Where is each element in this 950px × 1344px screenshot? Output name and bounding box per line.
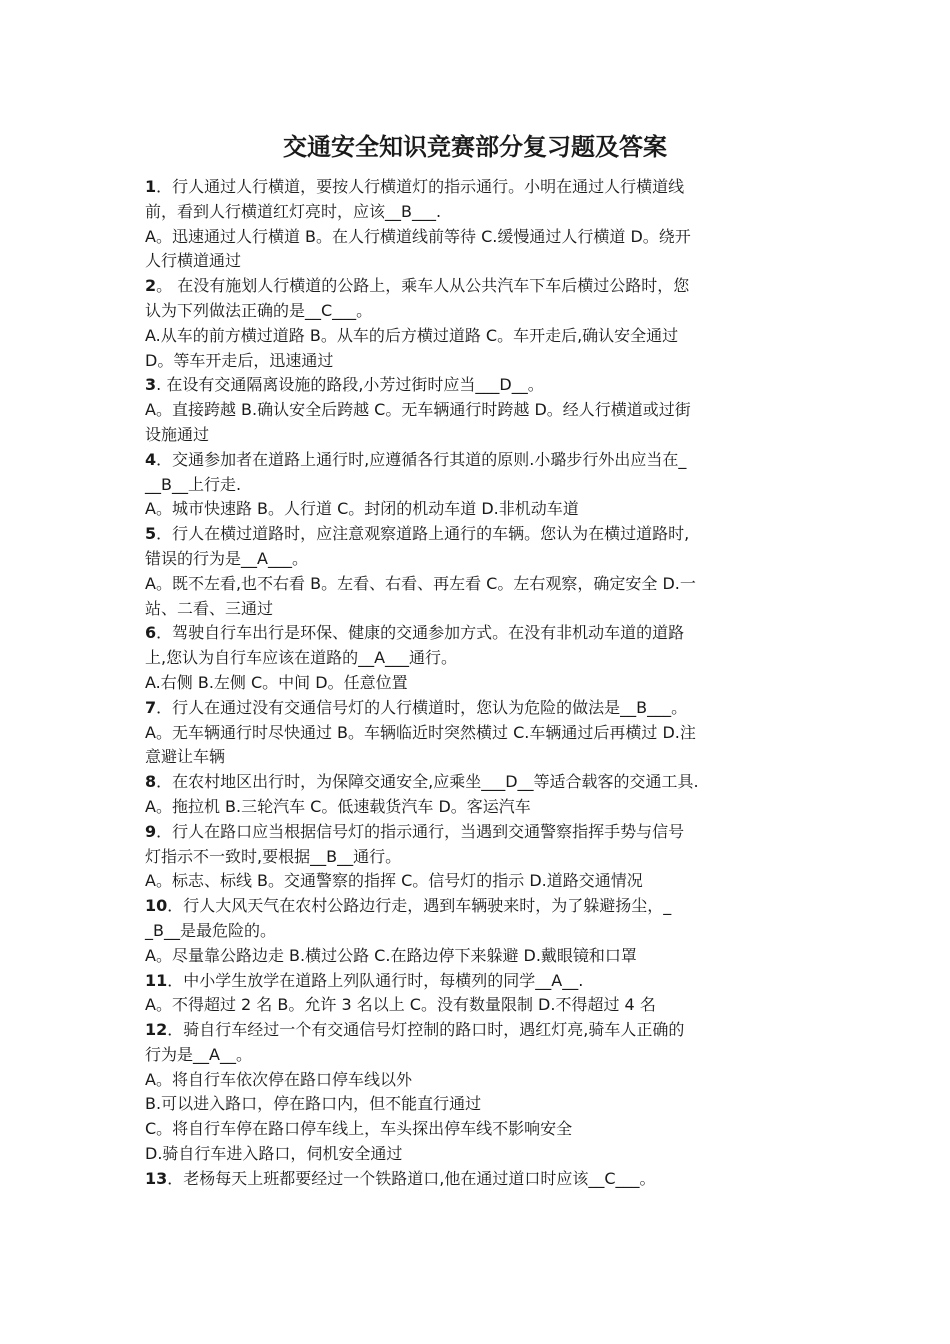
text-line <box>145 944 825 969</box>
text-line <box>145 696 825 721</box>
line-text: A.右侧 B.左侧 C。中间 D。任意位置 <box>145 672 408 692</box>
line-text: D。等车开走后，迅速通过 <box>145 350 334 370</box>
line-text: ．行人在通过没有交通信号灯的人行横道时，您认为危险的做法是__B___。 <box>156 697 688 717</box>
text-line <box>145 448 825 473</box>
text-line <box>145 795 825 820</box>
line-text: ．行人大风天气在农村公路边行走，遇到车辆驶来时，为了躲避扬尘，_ <box>167 896 672 916</box>
line-text: A。不得超过 2 名 B。允许 3 名以上 C。没有数量限制 D.不得超过 4 名 <box>145 995 656 1015</box>
line-text: ．驾驶自行车出行是环保、健康的交通参加方式。在没有非机动车道的道路 <box>156 623 685 643</box>
text-line <box>145 894 825 919</box>
text-line <box>145 572 825 597</box>
text-line <box>145 522 825 547</box>
text-line <box>145 547 825 572</box>
text-line <box>145 423 825 448</box>
text-line <box>145 1092 825 1117</box>
question-list <box>145 175 825 1192</box>
text-line <box>145 1018 825 1043</box>
text-line <box>145 621 825 646</box>
text-line <box>145 1142 825 1167</box>
line-text: 错误的行为是__A___。 <box>145 548 308 568</box>
question-number: 6 <box>145 623 157 643</box>
line-text: B.可以进入路口，停在路口内，但不能直行通过 <box>145 1094 482 1114</box>
text-line <box>145 473 825 498</box>
text-line <box>145 274 825 299</box>
text-line <box>145 845 825 870</box>
line-text: ．行人在路口应当根据信号灯的指示通行，当遇到交通警察指挥手势与信号 <box>156 821 685 841</box>
question-number: 8 <box>145 772 157 792</box>
line-text: 站、二看、三通过 <box>145 598 274 618</box>
text-line <box>145 646 825 671</box>
line-text: ．中小学生放学在道路上列队通行时，每横列的同学__A__. <box>167 970 584 990</box>
line-text: 行为是__A__。 <box>145 1044 252 1064</box>
text-line <box>145 993 825 1018</box>
text-line <box>145 671 825 696</box>
line-text: A。拖拉机 B.三轮汽车 C。低速载货汽车 D。客运汽车 <box>145 796 531 816</box>
line-text: ．老杨每天上班都要经过一个铁路道口,他在通过道口时应该__C___。 <box>167 1168 656 1188</box>
line-text: ．在农村地区出行时，为保障交通安全,应乘坐___D__等适合载客的交通工具. <box>156 772 699 792</box>
text-line <box>145 1117 825 1142</box>
text-line <box>145 373 825 398</box>
line-text: __B__上行走. <box>145 474 242 494</box>
text-line <box>145 1167 825 1192</box>
line-text: ．交通参加者在道路上通行时,应遵循各行其道的原则.小璐步行外出应当在_ <box>156 449 687 469</box>
document-title: 交通安全知识竞赛部分复习题及答案 <box>283 132 667 161</box>
line-text: ．行人通过人行横道，要按人行横道灯的指示通行。小明在通过人行横道线 <box>156 177 685 196</box>
text-line <box>145 175 825 200</box>
line-text: A。标志、标线 B。交通警察的指挥 C。信号灯的指示 D.道路交通情况 <box>145 871 643 891</box>
text-line <box>145 597 825 622</box>
text-line <box>145 200 825 225</box>
text-line <box>145 497 825 522</box>
text-line <box>145 349 825 374</box>
line-text: _B__是最危险的。 <box>145 920 276 940</box>
line-text: C。将自行车停在路口停车线上，车头探出停车线不影响安全 <box>145 1119 573 1139</box>
line-text: A.从车的前方横过道路 B。从车的后方横过道路 C。车开走后,确认安全通过 <box>145 325 679 345</box>
line-text: 上,您认为自行车应该在道路的__A___通行。 <box>145 648 458 668</box>
line-text: ．行人在横过道路时，应注意观察道路上通行的车辆。您认为在横过道路时, <box>156 524 690 544</box>
text-line <box>145 820 825 845</box>
text-line <box>145 745 825 770</box>
text-line <box>145 869 825 894</box>
line-text: 前，看到人行横道红灯亮时，应该__B___. <box>145 201 442 221</box>
question-number: 1 <box>145 177 157 196</box>
text-line <box>145 299 825 324</box>
line-text: A。迅速通过人行横道 B。在人行横道线前等待 C.缓慢通过人行横道 D。绕开 <box>145 226 691 246</box>
line-text: 。 在没有施划人行横道的公路上，乘车人从公共汽车下车后横过公路时，您 <box>156 276 690 296</box>
question-number: 3 <box>145 375 157 395</box>
line-text: 意避让车辆 <box>145 747 226 767</box>
line-text: A。将自行车依次停在路口停车线以外 <box>145 1069 412 1089</box>
text-line <box>145 721 825 746</box>
text-line <box>145 225 825 250</box>
question-number: 13 <box>145 1168 168 1188</box>
line-text: D.骑自行车进入路口，伺机安全通过 <box>145 1144 403 1164</box>
text-line <box>145 969 825 994</box>
text-line <box>145 398 825 423</box>
line-text: ．骑自行车经过一个有交通信号灯控制的路口时，遇红灯亮,骑车人正确的 <box>167 1020 685 1040</box>
line-text: . 在设有交通隔离设施的路段,小芳过街时应当___D__。 <box>156 375 544 395</box>
question-number: 5 <box>145 524 157 544</box>
text-line <box>145 770 825 795</box>
question-number: 2 <box>145 276 157 296</box>
text-line <box>145 919 825 944</box>
text-line <box>145 324 825 349</box>
question-number: 11 <box>145 970 168 990</box>
question-number: 12 <box>145 1020 168 1040</box>
text-line <box>145 1043 825 1068</box>
question-number: 4 <box>145 449 157 469</box>
line-text: A。直接跨越 B.确认安全后跨越 C。无车辆通行时跨越 D。经人行横道或过街 <box>145 400 691 420</box>
line-text: 人行横道通过 <box>145 251 242 271</box>
question-number: 9 <box>145 821 157 841</box>
line-text: 设施通过 <box>145 424 210 444</box>
line-text: A。既不左看,也不右看 B。左看、右看、再左看 C。左右观察，确定安全 D.一 <box>145 573 696 593</box>
text-line <box>145 249 825 274</box>
text-line <box>145 1068 825 1093</box>
line-text: A。尽量靠公路边走 B.横过公路 C.在路边停下来躲避 D.戴眼镜和口罩 <box>145 945 637 965</box>
question-number: 10 <box>145 896 168 916</box>
line-text: 认为下列做法正确的是__C___。 <box>145 300 373 320</box>
line-text: A。城市快速路 B。人行道 C。封闭的机动车道 D.非机动车道 <box>145 499 579 519</box>
line-text: 灯指示不一致时,要根据__B__通行。 <box>145 846 402 866</box>
question-number: 7 <box>145 697 157 717</box>
line-text: A。无车辆通行时尽快通过 B。车辆临近时突然横过 C.车辆通过后再横过 D.注 <box>145 722 696 742</box>
